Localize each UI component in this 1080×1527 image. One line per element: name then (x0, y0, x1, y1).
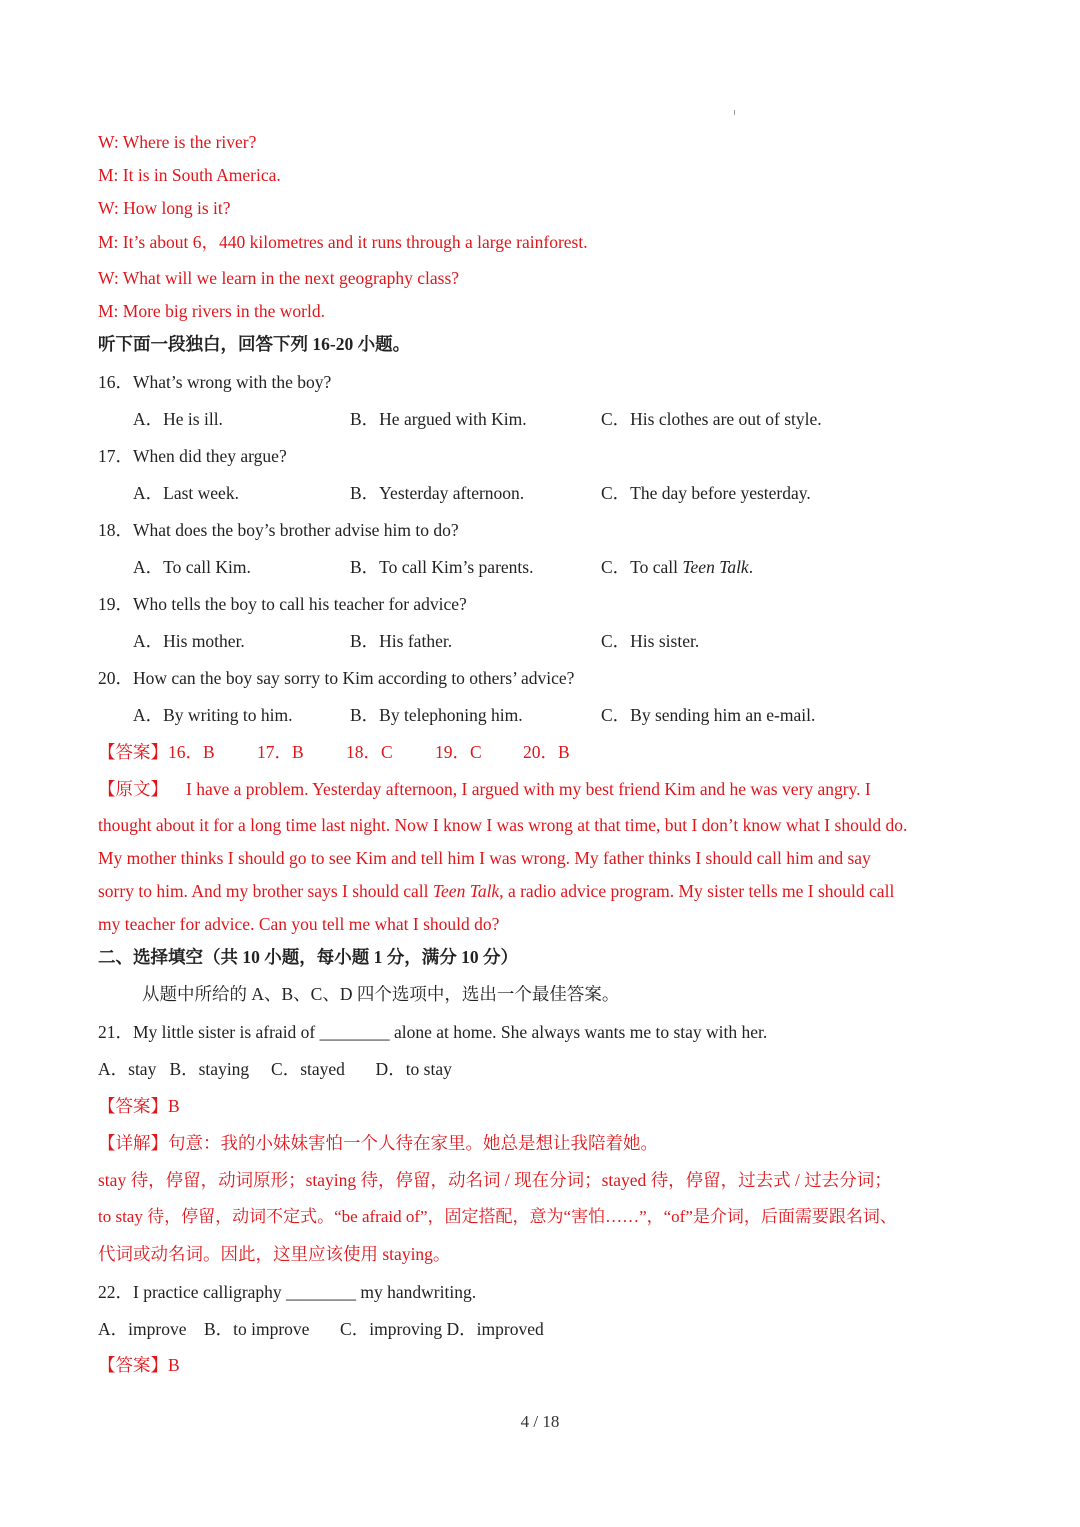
transcript-line: my teacher for advice. Can you tell me what I should do? (98, 914, 500, 934)
question-stem: 17．When did they argue? (98, 446, 287, 466)
option-c-prefix: C．To call (601, 557, 683, 577)
option-b: B．His father. (350, 631, 453, 651)
transcript-line (98, 778, 871, 800)
option-b: B．Yesterday afternoon. (350, 483, 525, 503)
question-options: A．improve B．to improve C．improving D．improved (98, 1319, 544, 1339)
page-number: 4 / 18 (520, 1412, 560, 1431)
program-title: Teen Talk (432, 881, 500, 901)
answer-item: 20．B (523, 742, 570, 762)
transcript-text: , a radio advice program. My sister tells me I should call (499, 881, 895, 901)
transcript-text: sorry to him. And my brother says I should call (98, 881, 433, 901)
option-a: A．By writing to him. (133, 705, 293, 725)
detail-line: to stay 待，停留，动词不定式。“be afraid of”，固定搭配，意为“害怕……”，“of”是介词，后面需要跟名词、 (98, 1207, 897, 1226)
dialogue-line: W: What will we learn in the next geography class? (98, 268, 460, 288)
answer-item: 16．B (168, 742, 215, 762)
option-a: A．He is ill. (133, 409, 223, 429)
option-b: B．By telephoning him. (350, 705, 523, 725)
option-c: C．His sister. (601, 631, 700, 651)
detail-line (98, 1132, 658, 1154)
detail-text: 句意：我的小妹妹害怕一个人待在家里。她总是想让我陪着她。 (168, 1133, 658, 1153)
dialogue-line: M: It is in South America. (98, 165, 281, 185)
option-c (601, 556, 753, 578)
answer-line: 【答案】B (98, 1096, 180, 1116)
answer-line: 【答案】B (98, 1355, 180, 1375)
detail-line: stay 待，停留，动词原形；staying 待，停留，动名词 / 现在分词；stayed 待，停留，过去式 / 过去分词； (98, 1170, 892, 1190)
question-stem: 21．My little sister is afraid of ________ alone at home. She always wants me to stay with her. (98, 1022, 768, 1042)
question-stem: 20．How can the boy say sorry to Kim according to others’ advice? (98, 668, 575, 688)
question-stem: 16．What’s wrong with the boy? (98, 372, 332, 392)
option-a: A．His mother. (133, 631, 245, 651)
transcript-line: My mother thinks I should go to see Kim and tell him I was wrong. My father thinks I should call him and say (98, 848, 871, 868)
answer-item: 17．B (257, 742, 304, 762)
answer-item: 18．C (346, 742, 393, 762)
part-instruction: 从题中所给的 A、B、C、D 四个选项中，选出一个最佳答案。 (142, 984, 620, 1004)
question-stem: 18．What does the boy’s brother advise him to do? (98, 520, 459, 540)
part-heading: 二、选择填空（共 10 小题，每小题 1 分，满分 10 分） (98, 947, 518, 967)
dialogue-line: M: It’s about 6，440 kilometres and it runs through a large rainforest. (98, 232, 588, 252)
option-c-suffix: . (748, 557, 754, 577)
option-b: B．To call Kim’s parents. (350, 557, 534, 577)
option-a: A．To call Kim. (133, 557, 251, 577)
option-c: C．The day before yesterday. (601, 483, 811, 503)
dialogue-line: M: More big rivers in the world. (98, 301, 325, 321)
answer-row (98, 741, 570, 763)
transcript-line: thought about it for a long time last night. Now I know I was wrong at that time, but I don’t know what I should do. (98, 815, 908, 835)
dialogue-line: W: Where is the river? (98, 132, 257, 152)
option-c: C．His clothes are out of style. (601, 409, 822, 429)
option-b: B．He argued with Kim. (350, 409, 527, 429)
question-options: A．stay B．staying C．stayed D．to stay (98, 1059, 452, 1079)
transcript-text: I have a problem. Yesterday afternoon, I argued with my best friend Kim and he was very angry. I (186, 779, 871, 799)
option-c-title: Teen Talk (682, 557, 749, 577)
option-a: A．Last week. (133, 483, 239, 503)
section-heading: 听下面一段独白，回答下列 16-20 小题。 (98, 334, 411, 354)
answer-label: 【答案】 (98, 742, 168, 762)
option-c: C．By sending him an e-mail. (601, 705, 816, 725)
scan-mark (734, 110, 735, 115)
transcript-label: 【原文】 (98, 779, 168, 799)
detail-label: 【详解】 (98, 1133, 168, 1153)
dialogue-line: W: How long is it? (98, 198, 231, 218)
answer-item: 19．C (435, 742, 482, 762)
question-stem: 19．Who tells the boy to call his teacher for advice? (98, 594, 467, 614)
detail-line: 代词或动名词。因此，这里应该使用 staying。 (98, 1244, 451, 1264)
transcript-line (98, 880, 894, 902)
question-stem: 22．I practice calligraphy ________ my handwriting. (98, 1282, 477, 1302)
